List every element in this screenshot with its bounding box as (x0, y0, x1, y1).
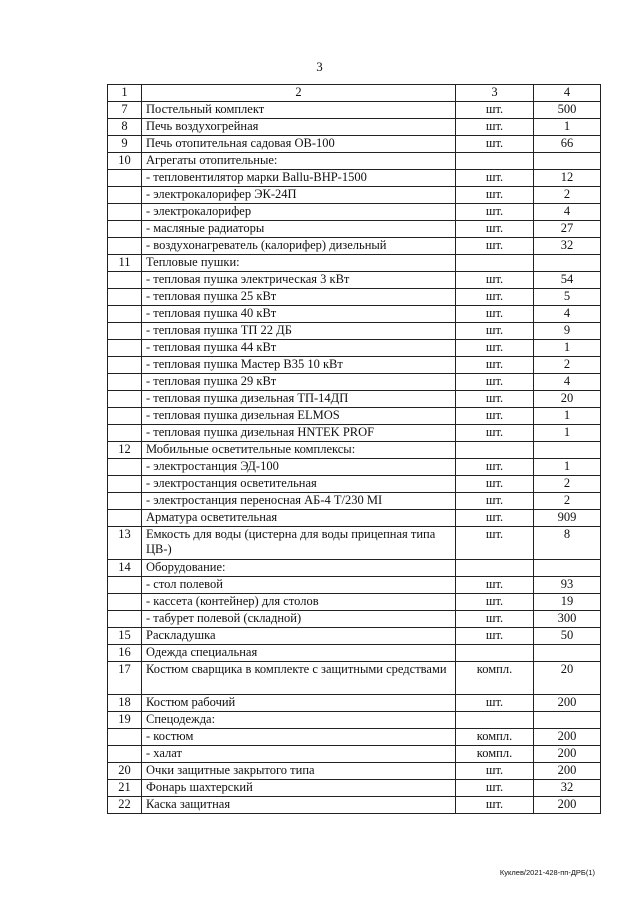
item-name-cell: Спецодежда: (142, 712, 456, 729)
quantity-cell: 20 (534, 391, 601, 408)
row-number-cell (108, 187, 142, 204)
row-number-cell: 11 (108, 255, 142, 272)
table-row (108, 425, 601, 442)
document-reference: Куклев/2021-428-пп-ДРБ(1) (499, 868, 595, 877)
quantity-cell: 2 (534, 187, 601, 204)
unit-cell: шт. (456, 357, 534, 374)
header-cell-4: 4 (534, 85, 601, 102)
unit-cell: шт. (456, 628, 534, 645)
table-header-row (108, 85, 601, 102)
table-row (108, 746, 601, 763)
quantity-cell: 2 (534, 357, 601, 374)
quantity-cell (534, 255, 601, 272)
table-row (108, 459, 601, 476)
table-row (108, 628, 601, 645)
row-number-cell: 10 (108, 153, 142, 170)
table-row (108, 763, 601, 780)
unit-cell (456, 442, 534, 459)
table-row (108, 560, 601, 577)
table-row (108, 611, 601, 628)
item-name-cell: - халат (142, 746, 456, 763)
table-row (108, 170, 601, 187)
quantity-cell: 300 (534, 611, 601, 628)
table-row (108, 306, 601, 323)
item-name-cell: Печь отопительная садовая ОВ-100 (142, 136, 456, 153)
unit-cell: компл. (456, 746, 534, 763)
item-name-cell: - тепловая пушка 40 кВт (142, 306, 456, 323)
quantity-cell: 12 (534, 170, 601, 187)
unit-cell (456, 153, 534, 170)
item-name-cell: Раскладушка (142, 628, 456, 645)
quantity-cell: 500 (534, 102, 601, 119)
item-name-cell: Печь воздухогрейная (142, 119, 456, 136)
header-cell-3: 3 (456, 85, 534, 102)
item-name-cell: - электрокалорифер ЭК-24П (142, 187, 456, 204)
row-number-cell (108, 289, 142, 306)
table-row (108, 289, 601, 306)
unit-cell: шт. (456, 459, 534, 476)
row-number-cell: 12 (108, 442, 142, 459)
quantity-cell: 54 (534, 272, 601, 289)
quantity-cell: 20 (534, 662, 601, 695)
table-row (108, 340, 601, 357)
unit-cell (456, 560, 534, 577)
equipment-table (107, 84, 601, 814)
row-number-cell (108, 729, 142, 746)
table-row (108, 729, 601, 746)
item-name-cell: - электрокалорифер (142, 204, 456, 221)
quantity-cell: 5 (534, 289, 601, 306)
row-number-cell (108, 493, 142, 510)
item-name-cell: - тепловая пушка 44 кВт (142, 340, 456, 357)
quantity-cell: 8 (534, 527, 601, 560)
unit-cell: шт. (456, 527, 534, 560)
unit-cell: шт. (456, 102, 534, 119)
quantity-cell: 1 (534, 459, 601, 476)
quantity-cell: 4 (534, 306, 601, 323)
quantity-cell: 4 (534, 374, 601, 391)
table-row (108, 662, 601, 695)
unit-cell: шт. (456, 510, 534, 527)
table-row (108, 645, 601, 662)
table-row (108, 493, 601, 510)
table-row (108, 136, 601, 153)
unit-cell: шт. (456, 170, 534, 187)
unit-cell (456, 712, 534, 729)
item-name-cell: - тепловая пушка ТП 22 ДБ (142, 323, 456, 340)
table-row (108, 238, 601, 255)
table-row (108, 391, 601, 408)
unit-cell: шт. (456, 340, 534, 357)
row-number-cell (108, 357, 142, 374)
quantity-cell: 19 (534, 594, 601, 611)
item-name-cell: - кассета (контейнер) для столов (142, 594, 456, 611)
table-row (108, 272, 601, 289)
row-number-cell: 16 (108, 645, 142, 662)
quantity-cell: 9 (534, 323, 601, 340)
unit-cell (456, 645, 534, 662)
quantity-cell: 50 (534, 628, 601, 645)
row-number-cell: 17 (108, 662, 142, 695)
row-number-cell: 9 (108, 136, 142, 153)
row-number-cell (108, 238, 142, 255)
quantity-cell (534, 153, 601, 170)
row-number-cell (108, 577, 142, 594)
item-name-cell: Костюм сварщика в комплекте с защитными средствами (142, 662, 456, 695)
table-row (108, 204, 601, 221)
quantity-cell: 200 (534, 746, 601, 763)
table-row (108, 119, 601, 136)
unit-cell: шт. (456, 323, 534, 340)
unit-cell: шт. (456, 204, 534, 221)
unit-cell: шт. (456, 594, 534, 611)
item-name-cell: - тепловая пушка 29 кВт (142, 374, 456, 391)
unit-cell (456, 255, 534, 272)
item-name-cell: Постельный комплект (142, 102, 456, 119)
table-row (108, 102, 601, 119)
table-row (108, 408, 601, 425)
quantity-cell: 93 (534, 577, 601, 594)
quantity-cell: 66 (534, 136, 601, 153)
page-number: 3 (316, 59, 323, 74)
row-number-cell (108, 611, 142, 628)
row-number-cell: 20 (108, 763, 142, 780)
table-row (108, 357, 601, 374)
unit-cell: шт. (456, 611, 534, 628)
row-number-cell (108, 408, 142, 425)
quantity-cell: 2 (534, 476, 601, 493)
table-row (108, 323, 601, 340)
row-number-cell (108, 323, 142, 340)
quantity-cell: 1 (534, 340, 601, 357)
unit-cell: компл. (456, 662, 534, 695)
unit-cell: шт. (456, 136, 534, 153)
item-name-cell: Арматура осветительная (142, 510, 456, 527)
item-name-cell: - костюм (142, 729, 456, 746)
row-number-cell: 22 (108, 797, 142, 814)
table-row (108, 527, 601, 560)
unit-cell: шт. (456, 119, 534, 136)
item-name-cell: Мобильные осветительные комплексы: (142, 442, 456, 459)
item-name-cell: - тепловая пушка 25 кВт (142, 289, 456, 306)
unit-cell: шт. (456, 238, 534, 255)
item-name-cell: Емкость для воды (цистерна для воды прицепная типа ЦВ-) (142, 527, 456, 560)
table-row (108, 187, 601, 204)
table-body (108, 85, 601, 814)
item-name-cell: - тепловая пушка электрическая 3 кВт (142, 272, 456, 289)
quantity-cell: 2 (534, 493, 601, 510)
unit-cell: шт. (456, 187, 534, 204)
quantity-cell: 1 (534, 408, 601, 425)
item-name-cell: - электростанция переносная АБ-4 Т/230 МI (142, 493, 456, 510)
unit-cell: шт. (456, 425, 534, 442)
row-number-cell: 13 (108, 527, 142, 560)
row-number-cell: 7 (108, 102, 142, 119)
table-row (108, 255, 601, 272)
row-number-cell: 14 (108, 560, 142, 577)
quantity-cell: 200 (534, 763, 601, 780)
unit-cell: шт. (456, 476, 534, 493)
unit-cell: шт. (456, 272, 534, 289)
row-number-cell: 21 (108, 780, 142, 797)
unit-cell: шт. (456, 391, 534, 408)
quantity-cell: 27 (534, 221, 601, 238)
unit-cell: шт. (456, 221, 534, 238)
unit-cell: шт. (456, 374, 534, 391)
item-name-cell: - табурет полевой (складной) (142, 611, 456, 628)
item-name-cell: - электростанция ЭД-100 (142, 459, 456, 476)
item-name-cell: Очки защитные закрытого типа (142, 763, 456, 780)
row-number-cell (108, 306, 142, 323)
table-row (108, 577, 601, 594)
table-row (108, 594, 601, 611)
unit-cell: шт. (456, 577, 534, 594)
quantity-cell: 200 (534, 729, 601, 746)
unit-cell: шт. (456, 780, 534, 797)
unit-cell: шт. (456, 289, 534, 306)
row-number-cell: 8 (108, 119, 142, 136)
quantity-cell (534, 442, 601, 459)
item-name-cell: - электростанция осветительная (142, 476, 456, 493)
item-name-cell: Оборудование: (142, 560, 456, 577)
quantity-cell: 32 (534, 780, 601, 797)
row-number-cell (108, 204, 142, 221)
row-number-cell: 18 (108, 695, 142, 712)
row-number-cell: 19 (108, 712, 142, 729)
item-name-cell: Каска защитная (142, 797, 456, 814)
table-row (108, 695, 601, 712)
item-name-cell: - стол полевой (142, 577, 456, 594)
row-number-cell (108, 594, 142, 611)
row-number-cell (108, 746, 142, 763)
item-name-cell: - тепловентилятор марки Ballu-BHP-1500 (142, 170, 456, 187)
unit-cell: компл. (456, 729, 534, 746)
table-row (108, 153, 601, 170)
item-name-cell: - тепловая пушка дизельная ELMOS (142, 408, 456, 425)
row-number-cell (108, 340, 142, 357)
unit-cell: шт. (456, 408, 534, 425)
quantity-cell: 909 (534, 510, 601, 527)
quantity-cell: 1 (534, 119, 601, 136)
table-row (108, 712, 601, 729)
quantity-cell: 200 (534, 695, 601, 712)
quantity-cell: 200 (534, 797, 601, 814)
unit-cell: шт. (456, 763, 534, 780)
item-name-cell: - тепловая пушка дизельная HNTEK PROF (142, 425, 456, 442)
item-name-cell: Фонарь шахтерский (142, 780, 456, 797)
item-name-cell: - воздухонагреватель (калорифер) дизельный (142, 238, 456, 255)
item-name-cell: - масляные радиаторы (142, 221, 456, 238)
item-name-cell: Агрегаты отопительные: (142, 153, 456, 170)
row-number-cell (108, 221, 142, 238)
header-cell-2: 2 (142, 85, 456, 102)
row-number-cell (108, 510, 142, 527)
quantity-cell (534, 712, 601, 729)
row-number-cell (108, 170, 142, 187)
row-number-cell (108, 374, 142, 391)
unit-cell: шт. (456, 695, 534, 712)
row-number-cell: 15 (108, 628, 142, 645)
unit-cell: шт. (456, 306, 534, 323)
table-row (108, 780, 601, 797)
row-number-cell (108, 459, 142, 476)
quantity-cell (534, 560, 601, 577)
item-name-cell: Одежда специальная (142, 645, 456, 662)
table-row (108, 221, 601, 238)
unit-cell: шт. (456, 797, 534, 814)
row-number-cell (108, 476, 142, 493)
unit-cell: шт. (456, 493, 534, 510)
row-number-cell (108, 425, 142, 442)
table-row (108, 374, 601, 391)
quantity-cell: 1 (534, 425, 601, 442)
quantity-cell: 32 (534, 238, 601, 255)
item-name-cell: Тепловые пушки: (142, 255, 456, 272)
item-name-cell: Костюм рабочий (142, 695, 456, 712)
quantity-cell: 4 (534, 204, 601, 221)
row-number-cell (108, 272, 142, 289)
item-name-cell: - тепловая пушка Мастер В35 10 кВт (142, 357, 456, 374)
item-name-cell: - тепловая пушка дизельная ТП-14ДП (142, 391, 456, 408)
quantity-cell (534, 645, 601, 662)
table-row (108, 442, 601, 459)
header-cell-1: 1 (108, 85, 142, 102)
table-row (108, 510, 601, 527)
table-row (108, 476, 601, 493)
row-number-cell (108, 391, 142, 408)
table-row (108, 797, 601, 814)
